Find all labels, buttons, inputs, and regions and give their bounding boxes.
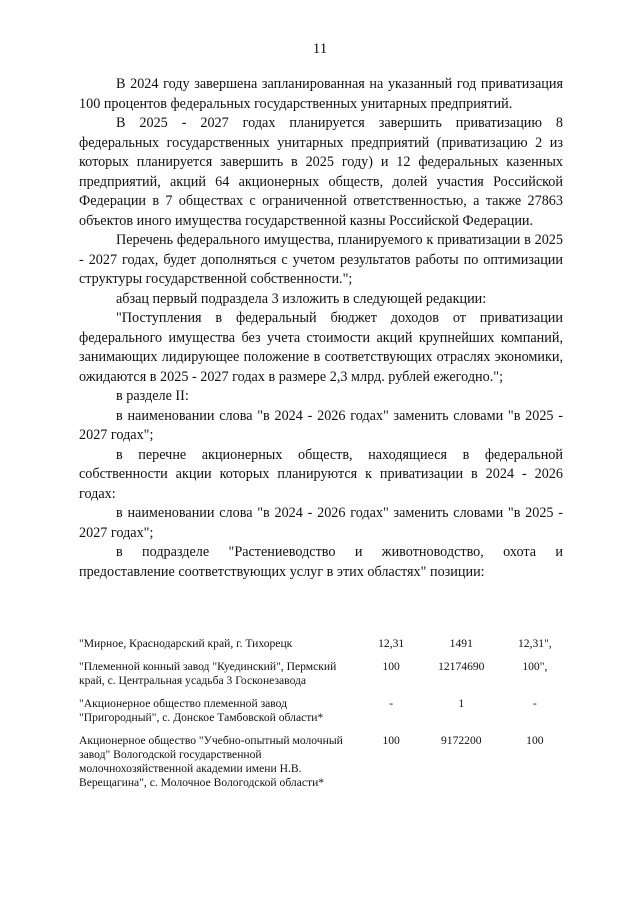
company-name: Акционерное общество "Учебно-опытный молочный завод" Вологодской государственной молочнохозяйственной академии имени Н.В. Верещагина", с. Молочное Вологодской области* [79,734,343,789]
paragraph: в перечне акционерных обществ, находящиеся в федеральной собственности акции которых планируются к приватизации в 2024 - 2026 годах: [79,446,563,502]
share-value: 100 [382,734,400,747]
table-row [79,637,563,651]
paragraph: Перечень федерального имущества, планируемого к приватизации в 2025 - 2027 годах, будет дополняться с учетом результатов работы по оптимизации структуры государственной собственности."; [79,232,563,287]
table-row [79,697,563,725]
paragraph: В 2025 - 2027 годах планируется завершить приватизацию 8 федеральных государственных унитарных предприятий (приватизацию 2 из которых планируется завершить в 2025 году) и 12 федеральных казенных предприятий, акций 64 акционерных обществ, долей участия Российской Федерации в 7 обществах с ограниченной ответственностью, а также 27863 объектов иного имущества государственной казны Российской Федерации. [79,115,563,229]
privatized-share: 100", [522,660,548,673]
privatized-share: - [532,697,537,710]
paragraph: в наименовании слова "в 2024 - 2026 годах" заменить словами "в 2025 - 2027 годах"; [79,505,563,541]
table-row [79,660,563,688]
document-body [79,75,563,582]
company-name: "Мирное, Краснодарский край, г. Тихорецк [79,637,293,650]
shares-count: 1491 [449,637,473,650]
share-value: 100 [382,660,400,673]
page-number: 11 [312,41,328,57]
shares-count: 12174690 [438,660,485,673]
shares-count: 9172200 [440,734,482,747]
paragraph: в подразделе "Растениеводство и животноводство, охота и предоставление соответствующих услуг в этих областях" позиции: [79,544,563,580]
privatized-share: 100 [526,734,544,747]
paragraph: в разделе II: [116,388,189,404]
table-row [79,734,563,790]
paragraph: В 2024 году завершена запланированная на указанный год приватизация 100 процентов федеральных государственных унитарных предприятий. [79,76,563,112]
privatized-share: 12,31", [517,637,552,650]
share-value: - [389,697,394,710]
company-name: "Акционерное общество племенной завод "Пригородный", с. Донское Тамбовской области* [79,697,324,724]
share-value: 12,31 [378,637,405,650]
company-name: "Племенной конный завод "Куединский", Пермский край, с. Центральная усадьба 3 Госконезавода [79,660,337,687]
paragraph: в наименовании слова "в 2024 - 2026 годах" заменить словами "в 2025 - 2027 годах"; [79,407,563,443]
paragraph: "Поступления в федеральный бюджет доходов от приватизации федерального имущества без учета стоимости акций крупнейших компаний, занимающих лидирующее положение в соответствующих отраслях экономики, ожидаются в 2025 - 2027 годах в размере 2,3 млрд. рублей ежегодно."; [79,310,563,385]
paragraph: абзац первый подраздела 3 изложить в следующей редакции: [116,290,487,307]
shares-count: 1 [458,697,465,710]
positions-table [79,637,563,799]
